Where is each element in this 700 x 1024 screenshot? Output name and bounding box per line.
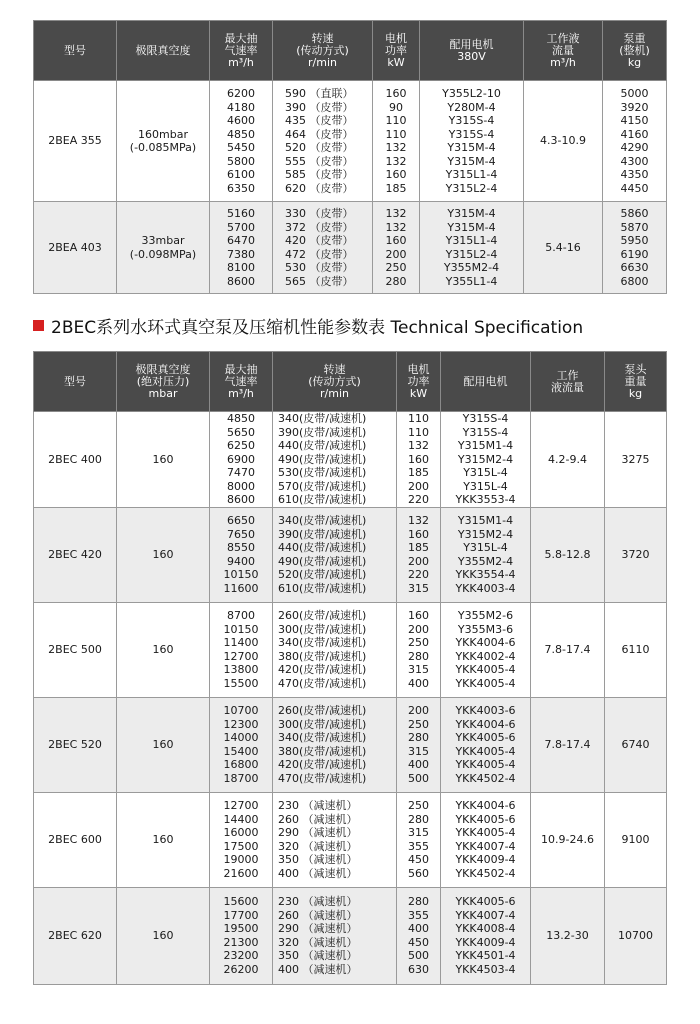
table-row	[34, 887, 667, 984]
flow-cell: 15600 17700 19500 21300 23200 26200	[210, 887, 273, 984]
vacuum-cell: 160	[117, 412, 210, 508]
table-row	[34, 697, 667, 792]
header-liquid: 工作液 流量 m³/h	[524, 21, 603, 81]
header-flow: 最大抽 气速率 m³/h	[210, 21, 273, 81]
model-cell: 2BEC 600	[34, 792, 117, 887]
vacuum-cell: 33mbar (-0.098MPa)	[117, 202, 210, 294]
table-row	[34, 507, 667, 602]
header-liquid: 工作 液流量	[531, 352, 605, 412]
motor-cell: Y355L2-10 Y280M-4 Y315S-4 Y315S-4 Y315M-4 Y315M-4 Y315L1-4 Y315L2-4	[420, 81, 524, 202]
vacuum-cell: 160	[117, 887, 210, 984]
table-row	[34, 202, 667, 294]
weight-cell: 5860 5870 5950 6190 6630 6800	[603, 202, 667, 294]
vacuum-cell: 160	[117, 602, 210, 697]
vacuum-cell: 160	[117, 507, 210, 602]
header-motor: 配用电机	[441, 352, 531, 412]
model-cell: 2BEC 500	[34, 602, 117, 697]
table-row	[34, 602, 667, 697]
header-power: 电机 功率 kW	[397, 352, 441, 412]
power-cell: 160 200 250 280 315 400	[397, 602, 441, 697]
header-vacuum: 极限真空度	[117, 21, 210, 81]
power-cell: 132 132 160 200 250 280	[373, 202, 420, 294]
flow-cell: 10700 12300 14000 15400 16800 18700	[210, 697, 273, 792]
liquid-cell: 10.9-24.6	[531, 792, 605, 887]
speed-cell: 230 （减速机） 260 （减速机） 290 （减速机） 320 （减速机） 350 （减速机） 400 （减速机）	[273, 887, 397, 984]
power-cell: 160 90 110 110 132 132 160 185	[373, 81, 420, 202]
speed-cell: 230 （减速机） 260 （减速机） 290 （减速机） 320 （减速机） 350 （减速机） 400 （减速机）	[273, 792, 397, 887]
power-cell: 250 280 315 355 450 560	[397, 792, 441, 887]
header-model: 型号	[34, 352, 117, 412]
motor-cell: YKK4005-6 YKK4007-4 YKK4008-4 YKK4009-4 YKK4501-4 YKK4503-4	[441, 887, 531, 984]
weight-cell: 6110	[605, 602, 667, 697]
motor-cell: YKK4004-6 YKK4005-6 YKK4005-4 YKK4007-4 YKK4009-4 YKK4502-4	[441, 792, 531, 887]
header-flow: 最大抽 气速率 m³/h	[210, 352, 273, 412]
liquid-cell: 5.4-16	[524, 202, 603, 294]
spec-table-2bec	[33, 351, 667, 985]
header-model: 型号	[34, 21, 117, 81]
power-cell: 280 355 400 450 500 630	[397, 887, 441, 984]
motor-cell: YKK4003-6 YKK4004-6 YKK4005-6 YKK4005-4 YKK4005-4 YKK4502-4	[441, 697, 531, 792]
liquid-cell: 5.8-12.8	[531, 507, 605, 602]
model-cell: 2BEC 400	[34, 412, 117, 508]
weight-cell: 9100	[605, 792, 667, 887]
liquid-cell: 13.2-30	[531, 887, 605, 984]
table-row	[34, 81, 667, 202]
liquid-cell: 4.2-9.4	[531, 412, 605, 508]
table-row	[34, 792, 667, 887]
model-cell: 2BEA 403	[34, 202, 117, 294]
vacuum-cell: 160mbar (-0.085MPa)	[117, 81, 210, 202]
weight-cell: 5000 3920 4150 4160 4290 4300 4350 4450	[603, 81, 667, 202]
power-cell: 200 250 280 315 400 500	[397, 697, 441, 792]
header-weight: 泵重 (整机) kg	[603, 21, 667, 81]
speed-cell: 590 （直联） 390 （皮带） 435 （皮带） 464 （皮带） 520 （皮带） 555 （皮带） 585 （皮带） 620 （皮带）	[273, 81, 373, 202]
red-square-icon	[33, 320, 44, 331]
section-heading	[33, 313, 583, 337]
weight-cell: 6740	[605, 697, 667, 792]
weight-cell: 10700	[605, 887, 667, 984]
section-title: 2BEC系列水环式真空泵及压缩机性能参数表 Technical Specification	[51, 317, 584, 338]
liquid-cell: 4.3-10.9	[524, 81, 603, 202]
model-cell: 2BEC 520	[34, 697, 117, 792]
flow-cell: 5160 5700 6470 7380 8100 8600	[210, 202, 273, 294]
model-cell: 2BEC 420	[34, 507, 117, 602]
vacuum-cell: 160	[117, 697, 210, 792]
speed-cell: 260(皮带/减速机) 300(皮带/减速机) 340(皮带/减速机) 380(皮带/减速机) 420(皮带/减速机) 470(皮带/减速机)	[273, 602, 397, 697]
vacuum-cell: 160	[117, 792, 210, 887]
power-cell: 132 160 185 200 220 315	[397, 507, 441, 602]
table-row	[34, 412, 667, 508]
top-strip	[33, 0, 666, 20]
header-speed: 转速 (传动方式) r/min	[273, 21, 373, 81]
speed-cell: 340(皮带/减速机) 390(皮带/减速机) 440(皮带/减速机) 490(皮带/减速机) 520(皮带/减速机) 610(皮带/减速机)	[273, 507, 397, 602]
speed-cell: 260(皮带/减速机) 300(皮带/减速机) 340(皮带/减速机) 380(皮带/减速机) 420(皮带/减速机) 470(皮带/减速机)	[273, 697, 397, 792]
header-vacuum: 极限真空度 (绝对压力) mbar	[117, 352, 210, 412]
motor-cell: Y315S-4 Y315S-4 Y315M1-4 Y315M2-4 Y315L-4 Y315L-4 YKK3553-4	[441, 412, 531, 508]
header-speed: 转速 (传动方式) r/min	[273, 352, 397, 412]
speed-cell: 340(皮带/减速机) 390(皮带/减速机) 440(皮带/减速机) 490(皮带/减速机) 530(皮带/减速机) 570(皮带/减速机) 610(皮带/减速机)	[273, 412, 397, 508]
spec-table-2bea	[33, 20, 667, 294]
model-cell: 2BEA 355	[34, 81, 117, 202]
flow-cell: 12700 14400 16000 17500 19000 21600	[210, 792, 273, 887]
table-header-row	[34, 21, 667, 81]
speed-cell: 330 （皮带） 372 （皮带） 420 （皮带） 472 （皮带） 530 （皮带） 565 （皮带）	[273, 202, 373, 294]
flow-cell: 6200 4180 4600 4850 5450 5800 6100 6350	[210, 81, 273, 202]
flow-cell: 8700 10150 11400 12700 13800 15500	[210, 602, 273, 697]
table-header-row	[34, 352, 667, 412]
motor-cell: Y315M1-4 Y315M2-4 Y315L-4 Y355M2-4 YKK3554-4 YKK4003-4	[441, 507, 531, 602]
header-motor: 配用电机 380V	[420, 21, 524, 81]
liquid-cell: 7.8-17.4	[531, 602, 605, 697]
weight-cell: 3720	[605, 507, 667, 602]
flow-cell: 4850 5650 6250 6900 7470 8000 8600	[210, 412, 273, 508]
liquid-cell: 7.8-17.4	[531, 697, 605, 792]
model-cell: 2BEC 620	[34, 887, 117, 984]
motor-cell: Y315M-4 Y315M-4 Y315L1-4 Y315L2-4 Y355M2-4 Y355L1-4	[420, 202, 524, 294]
flow-cell: 6650 7650 8550 9400 10150 11600	[210, 507, 273, 602]
motor-cell: Y355M2-6 Y355M3-6 YKK4004-6 YKK4002-4 YKK4005-4 YKK4005-4	[441, 602, 531, 697]
weight-cell: 3275	[605, 412, 667, 508]
header-power: 电机 功率 kW	[373, 21, 420, 81]
header-weight: 泵头 重量 kg	[605, 352, 667, 412]
power-cell: 110 110 132 160 185 200 220	[397, 412, 441, 508]
